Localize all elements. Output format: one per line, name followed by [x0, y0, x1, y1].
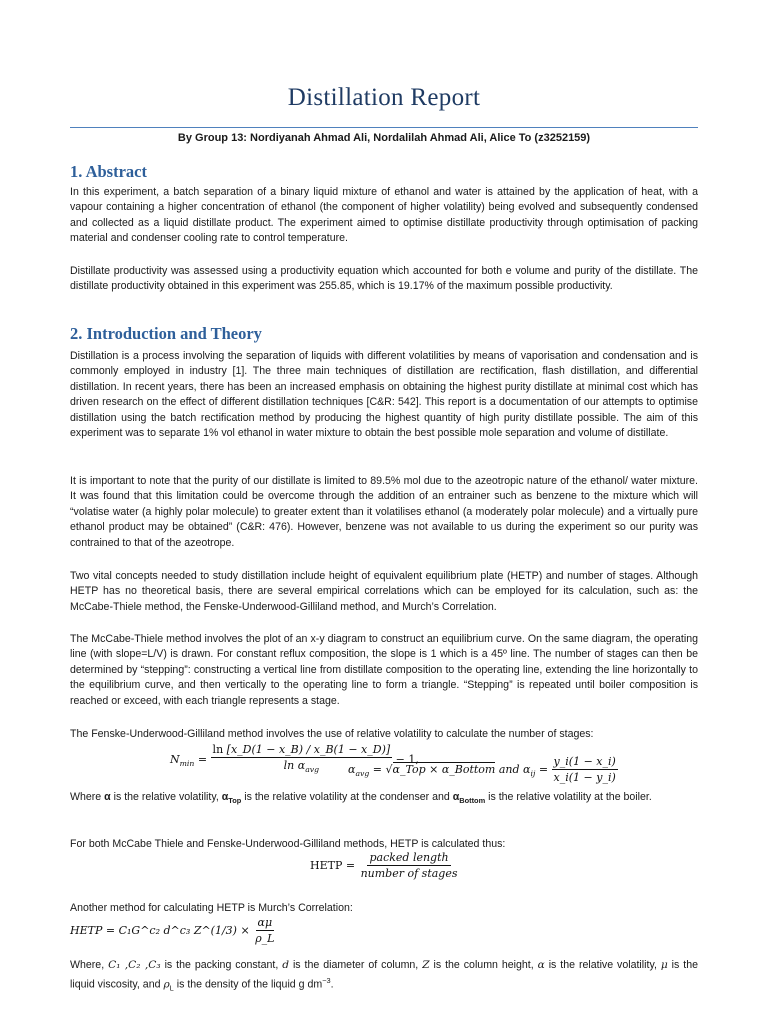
murch-rhs: C₁G^c₂ d^c₃ Z^(1/3) ×: [118, 923, 250, 937]
hetp-lhs: HETP =: [310, 858, 356, 872]
alpha-equations: $\alpha_{avg}$ = √α_Top × α_Bottom and $\alpha_{ij}$ = $\frac{y\_i(1 - x\_i)}{x\_i(1 - y\_i)}$: [348, 755, 616, 785]
abstract-paragraph-2: Distillate productivity was assessed using a productivity equation which accounted for both e volume and purity of the distillate. The distillate productivity obtained in this experiment was 255.85, which is 19.17% of the maximum possible productivity.: [70, 265, 698, 293]
report-title: Distillation Report: [287, 84, 481, 111]
alpha-ij-symbol: α: [523, 762, 531, 776]
alpha-ij-denominator: x_i(1 − y_i): [553, 771, 616, 785]
alpha-avg-subscript: avg: [355, 769, 370, 779]
nmin-symbol: N: [170, 753, 180, 766]
murch-lhs: HETP: [70, 923, 103, 937]
title-underline: [70, 127, 698, 128]
hetp-fraction: [359, 850, 460, 882]
nmin-den-subscript: avg: [305, 765, 320, 775]
murch-definition-paragraph: Where, C₁ ,C₂ ,C₃ is the packing constant, d is the diameter of column, Z is the column height, α is the relative volatility, μ is the liquid viscosity, and $\rho_L$ is the density of the liquid g $dm^{-3}$.: [70, 959, 698, 994]
hetp-numerator: packed length: [367, 850, 450, 866]
nmin-equation: $N_{min}$ = $\frac{\ln [x\_D(1 - x\_B) / x\_B(1 - x\_D)]}{\ln \alpha_{avg}}$ − 1,: [170, 742, 419, 778]
hetp-equation: [310, 850, 460, 882]
alpha-definition-paragraph: Where α is the relative volatility, $\alpha_{Top}$ is the relative volatility at the condenser and $\alpha_{Bottom}$ is the relative volatility at the boiler.: [70, 791, 652, 806]
nmin-numerator: x_D(1 − x_B) / x_B(1 − x_D): [230, 743, 386, 756]
murch-intro-paragraph: Another method for calculating HETP is Murch’s Correlation:: [70, 902, 353, 914]
and-word: and: [498, 762, 520, 776]
nmin-denominator: ln α: [283, 759, 306, 773]
alpha-ij-subscript: ij: [530, 769, 536, 779]
abstract-paragraph-1: In this experiment, a batch separation of a binary liquid mixture of ethanol and water is attained by the application of heat, with a vapour containing a higher concentration of ethanol (the component of higher volatility) being evolved and subsequently condensed and collected as a liquid distillate product. The experiment aimed to optimise distillate productivity through optimisation of packing material and condenser cooling rate to control temperature.: [70, 186, 698, 245]
authors-line: By Group 13: Nordiyanah Ahmad Ali, Nordalilah Ahmad Ali, Alice To (z3252159): [177, 132, 591, 144]
nmin-fraction: $\frac{\ln [x\_D(1 - x\_B) / x\_B(1 - x\_D)]}{\ln \alpha_{avg}}$: [212, 743, 391, 775]
hetp-intro-paragraph: For both McCabe Thiele and Fenske-Underwood-Gilliland methods, HETP is calculated thus:: [70, 838, 506, 850]
fenske-paragraph: The Fenske-Underwood-Gilliland method involves the use of relative volatility to calculate the number of stages:: [70, 728, 594, 740]
murch-denominator: ρ_L: [255, 932, 275, 946]
alpha-ij-numerator: y_i(1 − x_i): [552, 754, 618, 770]
intro-paragraph-1: Distillation is a process involving the separation of liquids with different volatilities by means of vaporisation and condensation and is commonly employed in industry [1]. The three main techniques of distillation are rectification, flash distillation, and differential distillation. In recent years, there has been an increased emphasis on obtaining the highest purity distillate at minimal cost which has driven research on the effect of different distillation techniques [C&R: 542]. This report is a documentation of our attempts to optimise distillation using the batch rectification method by producing the highest quantity of high purity distillate possible. The aim of this experiment was to separate 1% vol ethanol in water mixture to obtain the best possible mole separation and volume of distillate.: [70, 350, 698, 440]
hetp-denominator: number of stages: [360, 867, 458, 881]
intro-paragraph-2: It is important to note that the purity of our distillate is limited to 89.5% mol due to the azeotropic nature of the ethanol/ water mixture. It was found that this limitation could be overcome through the addition of an entrainer such as benzene to the mixture which will “volatise water (a highly polar molecule) to greater extent than it volatilises ethanol (a moderately polar molecule) and a virtually pure ethanol product may be obtained” (C&R: 476). However, benzene was not available to us during the experiment so our purity was contrained to that of the azeotrope.: [70, 475, 698, 549]
heading-introduction: 2. Introduction and Theory: [70, 324, 262, 343]
heading-abstract: 1. Abstract: [70, 162, 147, 181]
murch-equation: HETP = C₁G^c₂ d^c₃ Z^(1/3) × $\frac{\alpha\mu}{\rho\_L}$: [70, 916, 275, 946]
murch-numerator: αμ: [256, 915, 275, 931]
alpha-avg-radicand: α_Top × α_Bottom: [392, 762, 496, 776]
intro-paragraph-3: Two vital concepts needed to study distillation include height of equivalent equilibrium plate (HETP) and number of stages. Although HETP has no theoretical basis, there are several empirical correlations which can be employed for its calculation, such as: the McCabe-Thiele method, the Fenske-Underwood-Gilliland method, and Murch’s Correlation.: [70, 570, 698, 613]
alpha-ij-fraction: [552, 754, 618, 786]
alpha-avg-symbol: α: [348, 762, 356, 776]
nmin-subscript: min: [179, 759, 195, 769]
nmin-tail: − 1,: [395, 753, 419, 766]
mccabe-thiele-paragraph: The McCabe-Thiele method involves the plot of an x-y diagram to construct an equilibrium curve. On the same diagram, the operating line (with slope=L/V) is drawn. For constant reflux composition, the slope is 1 which is a 45º line. The number of stages can then be determined by “stepping”: constructing a vertical line from distillate composition to the operating line, extending the line horizontally to the equilibrium curve, and then vertically to the operating line to form a triangle. “Stepping” is repeated until boiler composition is reached or exceed, with each triangle represents a stage.: [70, 633, 698, 707]
murch-fraction: [253, 915, 276, 947]
ln-label: ln: [212, 743, 224, 756]
